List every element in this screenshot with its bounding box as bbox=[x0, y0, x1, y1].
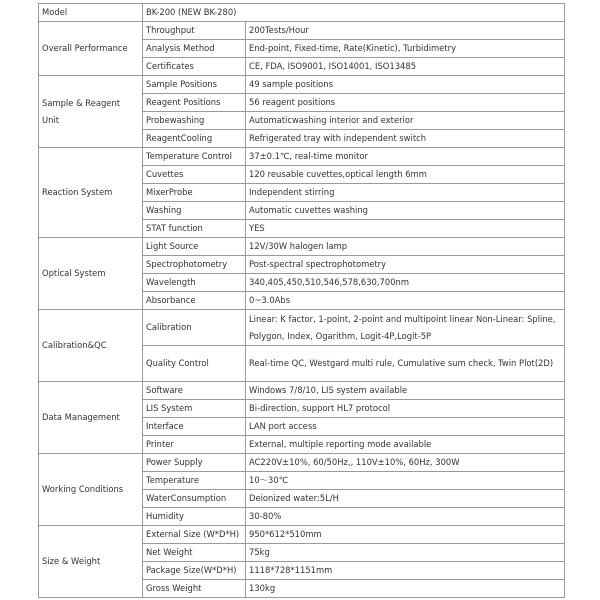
spec-value-cell: Windows 7/8/10, LIS system available bbox=[246, 382, 565, 400]
table-row bbox=[39, 310, 565, 346]
spec-value-cell: 200Tests/Hour bbox=[246, 22, 565, 40]
category-cell: Reaction System bbox=[39, 148, 143, 238]
spec-value-cell: Independent stirring bbox=[246, 184, 565, 202]
spec-name-cell: Quality Control bbox=[143, 346, 246, 382]
spec-name-cell: LIS System bbox=[143, 400, 246, 418]
spec-name-cell: MixerProbe bbox=[143, 184, 246, 202]
category-cell: Calibration&QC bbox=[39, 310, 143, 382]
spec-value-cell: 30-80% bbox=[246, 508, 565, 526]
spec-value-cell: 49 sample positions bbox=[246, 76, 565, 94]
spec-value-cell: Post-spectral spectrophotometry bbox=[246, 256, 565, 274]
spec-value-cell: End-point, Fixed-time, Rate(Kinetic), Turbidimetry bbox=[246, 40, 565, 58]
spec-name-cell: Humidity bbox=[143, 508, 246, 526]
table-row bbox=[39, 148, 565, 166]
spec-name-cell: Interface bbox=[143, 418, 246, 436]
spec-value-cell: External, multiple reporting mode available bbox=[246, 436, 565, 454]
spec-value-cell: Automaticwashing interior and exterior bbox=[246, 112, 565, 130]
spec-value-cell: 340,405,450,510,546,578,630,700nm bbox=[246, 274, 565, 292]
spec-value-cell: 75kg bbox=[246, 544, 565, 562]
model-value: BK-200 (NEW BK-280) bbox=[143, 4, 565, 22]
spec-value-cell: Linear: K factor, 1-point, 2-point and multipoint linear Non-Linear: Spline, Polygon, Index, Ogarithm, Logit-4P,Logit-5P bbox=[246, 310, 565, 346]
table-row bbox=[39, 526, 565, 544]
spec-name-cell: Temperature bbox=[143, 472, 246, 490]
spec-name-cell: Certificates bbox=[143, 58, 246, 76]
spec-value-cell: 56 reagent positions bbox=[246, 94, 565, 112]
category-cell: Data Management bbox=[39, 382, 143, 454]
model-label: Model bbox=[39, 4, 143, 22]
spec-value-cell: 120 reusable cuvettes,optical length 6mm bbox=[246, 166, 565, 184]
spec-name-cell: Probewashing bbox=[143, 112, 246, 130]
spec-value-cell: Real-time QC, Westgard multi rule, Cumulative sum check, Twin Plot(2D) bbox=[246, 346, 565, 382]
spec-name-cell: WaterConsumption bbox=[143, 490, 246, 508]
spec-name-cell: Reagent Positions bbox=[143, 94, 246, 112]
spec-value-cell: 950*612*510mm bbox=[246, 526, 565, 544]
spec-value-cell: CE, FDA, ISO9001, ISO14001, ISO13485 bbox=[246, 58, 565, 76]
spec-value-cell: 12V/30W halogen lamp bbox=[246, 238, 565, 256]
spec-value-cell: Deionized water:5L/H bbox=[246, 490, 565, 508]
spec-name-cell: Net Weight bbox=[143, 544, 246, 562]
spec-name-cell: Printer bbox=[143, 436, 246, 454]
category-cell: Sample & Reagent Unit bbox=[39, 76, 143, 148]
spec-name-cell: Calibration bbox=[143, 310, 246, 346]
spec-value-cell: 10～30℃ bbox=[246, 472, 565, 490]
spec-name-cell: Analysis Method bbox=[143, 40, 246, 58]
spec-name-cell: Absorbance bbox=[143, 292, 246, 310]
spec-name-cell: Throughput bbox=[143, 22, 246, 40]
spec-name-cell: Washing bbox=[143, 202, 246, 220]
table-row bbox=[39, 454, 565, 472]
spec-name-cell: External Size (W*D*H) bbox=[143, 526, 246, 544]
spec-table-body bbox=[39, 4, 565, 598]
spec-name-cell: STAT function bbox=[143, 220, 246, 238]
spec-value-cell: 0~3.0Abs bbox=[246, 292, 565, 310]
spec-name-cell: Cuvettes bbox=[143, 166, 246, 184]
spec-value-cell: Bi-direction, support HL7 protocol bbox=[246, 400, 565, 418]
table-row bbox=[39, 382, 565, 400]
table-row bbox=[39, 76, 565, 94]
spec-value-cell: Refrigerated tray with independent switch bbox=[246, 130, 565, 148]
category-cell: Optical System bbox=[39, 238, 143, 310]
spec-value-cell: 37±0.1℃, real-time monitor bbox=[246, 148, 565, 166]
spec-name-cell: ReagentCooling bbox=[143, 130, 246, 148]
table-row bbox=[39, 238, 565, 256]
spec-name-cell: Power Supply bbox=[143, 454, 246, 472]
category-cell: Size & Weight bbox=[39, 526, 143, 598]
spec-name-cell: Gross Weight bbox=[143, 580, 246, 598]
spec-name-cell: Spectrophotometry bbox=[143, 256, 246, 274]
spec-name-cell: Wavelength bbox=[143, 274, 246, 292]
spec-value-cell: YES bbox=[246, 220, 565, 238]
spec-value-cell: AC220V±10%, 60/50Hz,, 110V±10%, 60Hz, 300W bbox=[246, 454, 565, 472]
spec-value-cell: Automatic cuvettes washing bbox=[246, 202, 565, 220]
spec-name-cell: Temperature Control bbox=[143, 148, 246, 166]
spec-name-cell: Software bbox=[143, 382, 246, 400]
spec-name-cell: Sample Positions bbox=[143, 76, 246, 94]
table-row-model bbox=[39, 4, 565, 22]
spec-value-cell: 130kg bbox=[246, 580, 565, 598]
spec-value-cell: 1118*728*1151mm bbox=[246, 562, 565, 580]
category-cell: Overall Performance bbox=[39, 22, 143, 76]
spec-name-cell: Package Size(W*D*H) bbox=[143, 562, 246, 580]
table-row bbox=[39, 22, 565, 40]
spec-table bbox=[38, 3, 565, 598]
spec-value-cell: LAN port access bbox=[246, 418, 565, 436]
spec-name-cell: Light Source bbox=[143, 238, 246, 256]
category-cell: Working Conditions bbox=[39, 454, 143, 526]
